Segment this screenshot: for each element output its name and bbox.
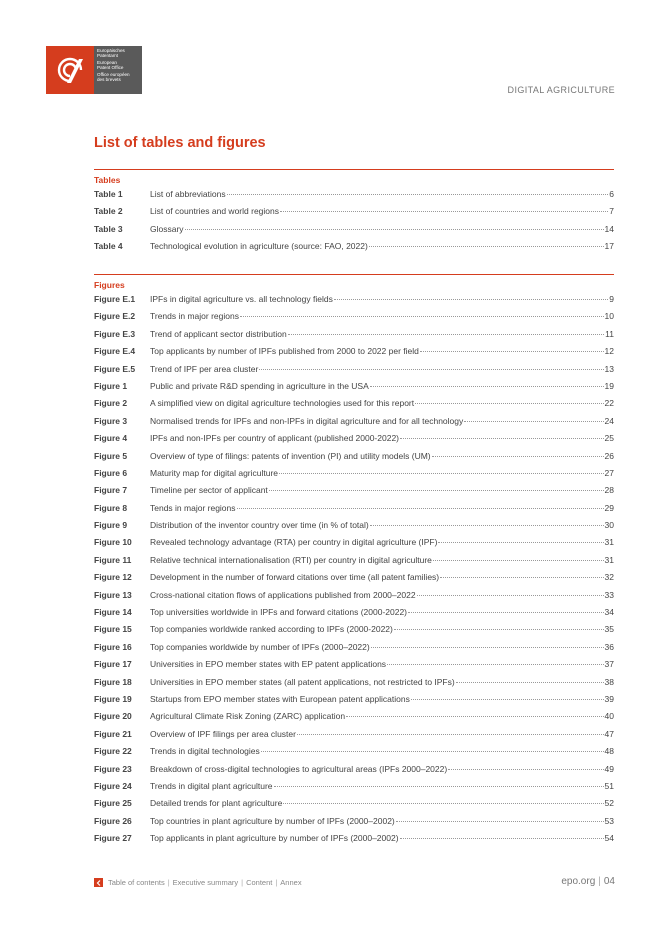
logo-line: Patentamt	[97, 53, 118, 59]
leader-dots	[261, 751, 604, 752]
entry-label: Figure 2	[94, 398, 128, 409]
entry-page: 47	[604, 728, 614, 739]
entry-label: Figure 17	[94, 659, 132, 670]
entry-page: 6	[609, 189, 614, 199]
entry-title: Agricultural Climate Risk Zoning (ZARC) application	[150, 711, 346, 722]
entry-label: Figure 27	[94, 833, 132, 844]
entry-page: 40	[604, 711, 614, 722]
entry-title: Top applicants by number of IPFs published from 2000 to 2022 per field	[150, 346, 419, 357]
entry-title: Overview of type of filings: patents of invention (PI) and utility models (UM)	[150, 450, 431, 461]
logo-line: Europäisches	[97, 48, 125, 53]
leader-dots	[464, 421, 603, 422]
entry-page: 35	[604, 624, 614, 635]
entry-title: Glossary	[150, 223, 184, 234]
figures-list	[94, 294, 614, 851]
entry-label: Figure 25	[94, 798, 132, 809]
figures-section	[94, 274, 614, 851]
leader-dots	[297, 734, 604, 735]
entry-page: 36	[604, 641, 614, 652]
entry-page: 38	[604, 676, 614, 687]
entry-label: Figure 13	[94, 589, 132, 600]
entry-page: 14	[604, 223, 614, 234]
entry-page: 31	[604, 537, 614, 548]
entry-page: 30	[604, 520, 614, 531]
entry-title: Technological evolution in agriculture (source: FAO, 2022)	[150, 241, 368, 252]
entry-label: Figure 4	[94, 433, 128, 444]
leader-dots	[394, 629, 604, 630]
entry-title: IPFs in digital agriculture vs. all technology fields	[150, 294, 333, 304]
tables-list	[94, 189, 614, 259]
entry-label: Table 4	[94, 241, 123, 252]
footer-nav	[94, 878, 302, 887]
figure-entry[interactable]	[94, 711, 614, 728]
entry-title: Relative technical internationalisation (RTI) per country in digital agriculture	[150, 554, 432, 565]
entry-page: 25	[604, 433, 614, 444]
table-entry[interactable]	[94, 206, 614, 223]
figure-entry[interactable]	[94, 642, 614, 659]
entry-page: 22	[604, 398, 614, 409]
leader-dots	[370, 525, 604, 526]
logo-line: European	[97, 59, 117, 65]
figure-entry[interactable]	[94, 381, 614, 398]
figure-entry[interactable]	[94, 590, 614, 607]
leader-dots	[433, 560, 604, 561]
figure-entry[interactable]	[94, 677, 614, 694]
figure-entry[interactable]	[94, 816, 614, 833]
entry-page: 37	[604, 659, 614, 670]
leader-dots	[432, 456, 604, 457]
footer-separator: |	[275, 878, 278, 887]
entry-label: Figure 20	[94, 711, 132, 722]
entry-label: Figure 15	[94, 624, 132, 635]
entry-title: Top applicants in plant agriculture by number of IPFs (2000–2002)	[150, 833, 399, 844]
leader-dots	[456, 682, 604, 683]
entry-page: 48	[604, 746, 614, 757]
page-number	[561, 876, 615, 887]
leader-dots	[371, 647, 604, 648]
entry-title: Timeline per sector of applicant	[150, 485, 268, 496]
entry-page: 39	[604, 693, 614, 704]
entry-title: Trend of IPF per area cluster	[150, 363, 259, 374]
table-entry[interactable]	[94, 241, 614, 258]
figure-entry[interactable]	[94, 451, 614, 468]
entry-page: 53	[604, 815, 614, 826]
entry-label: Figure E.4	[94, 346, 136, 357]
entry-title: Trends in major regions	[150, 311, 239, 322]
entry-title: IPFs and non-IPFs per country of applicant (published 2000-2022)	[150, 433, 400, 444]
entry-page: 34	[604, 607, 614, 618]
entry-page: 17	[604, 241, 614, 252]
entry-label: Figure 16	[94, 641, 132, 652]
entry-label: Figure 26	[94, 815, 132, 826]
figure-entry[interactable]	[94, 607, 614, 624]
figure-entry[interactable]	[94, 503, 614, 520]
leader-dots	[369, 246, 604, 247]
entry-title: Top universities worldwide in IPFs and forward citations (2000-2022)	[150, 607, 408, 618]
entry-page: 9	[609, 294, 614, 304]
entry-title: Public and private R&D spending in agriculture in the USA	[150, 380, 369, 391]
figure-entry[interactable]	[94, 694, 614, 711]
entry-page: 26	[604, 450, 614, 461]
entry-title: List of abbreviations	[150, 189, 226, 199]
leader-dots	[259, 369, 603, 370]
leader-dots	[408, 612, 604, 613]
entry-title: Trends in digital plant agriculture	[150, 780, 273, 791]
figure-entry[interactable]	[94, 659, 614, 676]
entry-page: 7	[609, 206, 614, 217]
figures-heading: Figures	[94, 280, 125, 290]
epo-logo	[46, 46, 142, 94]
leader-dots	[288, 334, 604, 335]
logo-line: Office européen	[97, 71, 130, 77]
footer-link-content[interactable]: Content	[246, 878, 273, 887]
epo-logo-text	[94, 46, 142, 94]
figure-entry[interactable]	[94, 746, 614, 763]
leader-dots	[448, 769, 603, 770]
entry-title: Normalised trends for IPFs and non-IPFs in digital agriculture and for all technology	[150, 415, 464, 426]
figure-entry[interactable]	[94, 398, 614, 415]
leader-dots	[438, 542, 603, 543]
chevron-left-icon	[96, 880, 102, 886]
page-title: List of tables and figures	[94, 135, 266, 151]
tables-section	[94, 169, 614, 259]
entry-title: List of countries and world regions	[150, 206, 279, 217]
leader-dots	[420, 351, 604, 352]
entry-title: Detailed trends for plant agriculture	[150, 798, 283, 809]
entry-page: 19	[604, 380, 614, 391]
entry-label: Figure 19	[94, 693, 132, 704]
figure-entry[interactable]	[94, 468, 614, 485]
leader-dots	[400, 438, 604, 439]
leader-dots	[396, 821, 604, 822]
leader-dots	[279, 473, 604, 474]
header-title: DIGITAL AGRICULTURE	[507, 85, 615, 95]
table-entry[interactable]	[94, 224, 614, 241]
leader-dots	[387, 664, 603, 665]
entry-label: Figure E.3	[94, 328, 136, 339]
leader-dots	[400, 838, 604, 839]
figure-entry[interactable]	[94, 485, 614, 502]
entry-page: 27	[604, 467, 614, 478]
entry-label: Table 3	[94, 223, 123, 234]
figure-entry[interactable]	[94, 311, 614, 328]
entry-page: 33	[604, 589, 614, 600]
logo-line: Patent Office	[97, 65, 124, 71]
figure-entry[interactable]	[94, 537, 614, 554]
entry-label: Figure E.5	[94, 363, 136, 374]
figure-entry[interactable]	[94, 764, 614, 781]
entry-title: Cross-national citation flows of applications published from 2000–2022	[150, 589, 416, 600]
footer-separator: |	[598, 876, 601, 887]
entry-label: Figure E.2	[94, 311, 136, 322]
figure-entry[interactable]	[94, 729, 614, 746]
page-number-value: 04	[603, 876, 615, 887]
leader-dots	[237, 508, 604, 509]
logo-line: des brevets	[97, 77, 121, 83]
entry-title: Universities in EPO member states (all patent applications, not restricted to IPFs)	[150, 676, 455, 687]
leader-dots	[240, 316, 604, 317]
entry-page: 13	[604, 363, 614, 374]
footer-link-toc[interactable]: Table of contents	[108, 878, 165, 887]
entry-title: Distribution of the inventor country over time (in % of total)	[150, 520, 369, 531]
figure-entry[interactable]	[94, 520, 614, 537]
entry-title: Startups from EPO member states with European patent applications	[150, 693, 410, 704]
figure-entry[interactable]	[94, 781, 614, 798]
figure-entry[interactable]	[94, 555, 614, 572]
footer-separator: |	[167, 878, 170, 887]
entry-title: Trends in digital technologies	[150, 746, 260, 757]
footer-separator: |	[241, 878, 244, 887]
leader-dots	[411, 699, 604, 700]
leader-dots	[370, 386, 604, 387]
entry-page: 10	[604, 311, 614, 322]
entry-label: Table 1	[94, 189, 123, 199]
entry-title: Top companies worldwide by number of IPFs (2000–2022)	[150, 641, 370, 652]
entry-page: 31	[604, 554, 614, 565]
entry-title: Breakdown of cross-digital technologies to agricultural areas (IPFs 2000–2022)	[150, 763, 448, 774]
entry-title: A simplified view on digital agriculture technologies used for this report	[150, 398, 415, 409]
entry-page: 54	[604, 833, 614, 844]
entry-title: Top companies worldwide ranked according to IPFs (2000-2022)	[150, 624, 393, 635]
entry-page: 49	[604, 763, 614, 774]
figure-entry[interactable]	[94, 364, 614, 381]
figure-entry[interactable]	[94, 329, 614, 346]
leader-dots	[274, 786, 604, 787]
figure-entry[interactable]	[94, 624, 614, 641]
entry-page: 51	[604, 780, 614, 791]
section-divider	[94, 274, 614, 275]
leader-dots	[280, 211, 608, 212]
section-divider	[94, 169, 614, 170]
entry-title: Maturity map for digital agriculture	[150, 467, 279, 478]
figure-entry[interactable]	[94, 572, 614, 589]
entry-label: Figure 10	[94, 537, 132, 548]
footer-link-executive-summary[interactable]: Executive summary	[172, 878, 239, 887]
entry-title: Top countries in plant agriculture by number of IPFs (2000–2002)	[150, 815, 395, 826]
entry-page: 24	[604, 415, 614, 426]
entry-label: Figure 12	[94, 572, 132, 583]
entry-page: 11	[605, 328, 614, 339]
figure-entry[interactable]	[94, 833, 614, 850]
epo-logo-icon	[46, 46, 94, 94]
entry-label: Figure 3	[94, 415, 128, 426]
entry-label: Figure 14	[94, 607, 132, 618]
entry-label: Figure 7	[94, 485, 128, 496]
figure-entry[interactable]	[94, 294, 614, 311]
entry-label: Figure 18	[94, 676, 132, 687]
leader-dots	[417, 595, 604, 596]
leader-dots	[415, 403, 603, 404]
entry-label: Figure 22	[94, 746, 132, 757]
entry-label: Table 2	[94, 206, 123, 217]
leader-dots	[227, 194, 609, 195]
entry-label: Figure 1	[94, 380, 128, 391]
table-entry[interactable]	[94, 189, 614, 206]
entry-page: 32	[604, 572, 614, 583]
footer-link-annex[interactable]: Annex	[280, 878, 302, 887]
entry-title: Universities in EPO member states with EP patent applications	[150, 659, 387, 670]
entry-label: Figure 11	[94, 554, 132, 565]
tables-heading: Tables	[94, 175, 121, 185]
back-button[interactable]	[94, 878, 103, 887]
leader-dots	[346, 716, 603, 717]
entry-label: Figure 5	[94, 450, 128, 461]
entry-page: 28	[604, 485, 614, 496]
figure-entry[interactable]	[94, 346, 614, 363]
figure-entry[interactable]	[94, 798, 614, 815]
leader-dots	[269, 490, 604, 491]
entry-title: Tends in major regions	[150, 502, 236, 513]
leader-dots	[283, 803, 603, 804]
entry-label: Figure 6	[94, 467, 128, 478]
figure-entry[interactable]	[94, 433, 614, 450]
entry-page: 52	[604, 798, 614, 809]
leader-dots	[440, 577, 603, 578]
entry-title: Overview of IPF filings per area cluster	[150, 728, 296, 739]
figure-entry[interactable]	[94, 416, 614, 433]
entry-label: Figure 9	[94, 520, 128, 531]
entry-label: Figure 24	[94, 780, 132, 791]
entry-title: Trend of applicant sector distribution	[150, 328, 287, 339]
entry-label: Figure 21	[94, 728, 132, 739]
leader-dots	[185, 229, 604, 230]
entry-title: Revealed technology advantage (RTA) per country in digital agriculture (IPF)	[150, 537, 438, 548]
site-link[interactable]: epo.org	[561, 876, 596, 887]
entry-title: Development in the number of forward citations over time (all patent families)	[150, 572, 440, 583]
entry-label: Figure 23	[94, 763, 132, 774]
entry-page: 12	[604, 346, 614, 357]
entry-label: Figure E.1	[94, 294, 136, 304]
entry-page: 29	[604, 502, 614, 513]
entry-label: Figure 8	[94, 502, 128, 513]
leader-dots	[334, 299, 608, 300]
